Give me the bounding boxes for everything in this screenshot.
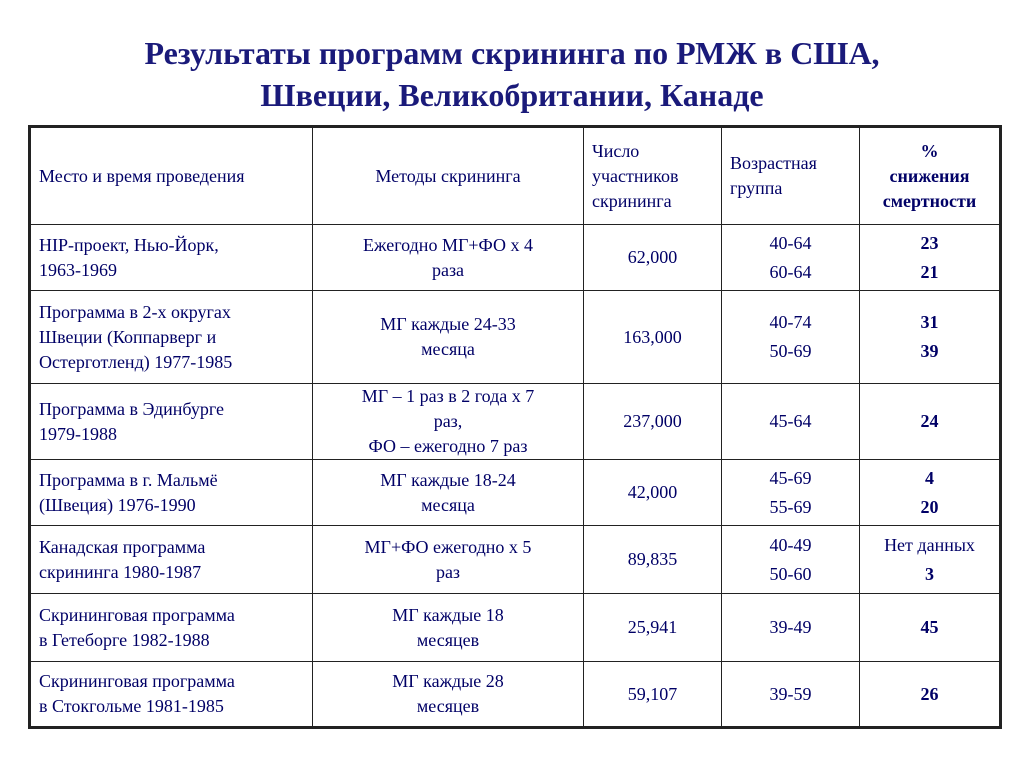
cell-methods — [313, 662, 584, 728]
cell-place-line: Остерготленд) 1977-1985 — [39, 351, 233, 372]
cell-methods-line: МГ каждые 24-33 — [380, 314, 516, 334]
cell-participants: 25,941 — [584, 594, 722, 662]
cell-place-line: в Стокгольме 1981-1985 — [39, 696, 224, 716]
cell-methods-line: МГ каждые 28 — [392, 671, 504, 691]
cell-mortality-reduction-line: 39 — [920, 341, 939, 361]
cell-place — [30, 526, 313, 594]
cell-methods-line: МГ – 1 раз в 2 года х 7 — [361, 386, 535, 406]
cell-place — [30, 594, 313, 662]
cell-methods — [313, 460, 584, 526]
cell-methods-line: месяцев — [416, 696, 480, 716]
table-row — [30, 460, 1001, 526]
cell-methods-line: месяцев — [416, 629, 480, 650]
cell-mortality-reduction-line: 26 — [920, 683, 939, 704]
header-participants: Число участников скрининга — [584, 127, 722, 225]
cell-age-group-line: 40-74 — [769, 312, 812, 332]
cell-methods-line: МГ+ФО ежегодно х 5 — [364, 536, 532, 557]
cell-place — [30, 384, 313, 460]
cell-age-group — [722, 225, 860, 291]
cell-methods-line: месяца — [421, 494, 475, 515]
title-line-2: Швеции, Великобритании, Канаде — [260, 77, 764, 113]
header-methods: Методы скрининга — [313, 127, 584, 225]
cell-age-group — [722, 594, 860, 662]
cell-mortality-reduction-line: 4 — [925, 467, 934, 488]
cell-methods-line: МГ каждые 18 — [392, 604, 504, 625]
cell-methods-line: МГ каждые 18-24 — [380, 469, 516, 490]
cell-place — [30, 460, 313, 526]
cell-participants: 237,000 — [584, 384, 722, 460]
cell-place-line: Канадская программа — [39, 536, 206, 557]
cell-methods — [313, 594, 584, 662]
cell-methods — [313, 384, 584, 460]
cell-place-line: Программа в Эдинбурге — [39, 398, 224, 419]
cell-participants: 59,107 — [584, 662, 722, 728]
cell-mortality-reduction-line: 45 — [920, 617, 939, 637]
cell-participants: 163,000 — [584, 291, 722, 384]
title-line-1: Результаты программ скрининга по РМЖ в США, — [144, 35, 880, 71]
table-row — [30, 384, 1001, 460]
cell-methods-line: раза — [431, 259, 465, 280]
cell-age-group-line: 50-69 — [769, 341, 812, 361]
cell-mortality-reduction-line: Нет данных — [884, 534, 975, 555]
cell-mortality-reduction-line: 20 — [920, 496, 939, 517]
cell-participants: 42,000 — [584, 460, 722, 526]
table-row — [30, 225, 1001, 291]
cell-methods — [313, 225, 584, 291]
cell-mortality-reduction — [860, 384, 1001, 460]
cell-mortality-reduction-line: 31 — [920, 312, 939, 332]
cell-age-group — [722, 384, 860, 460]
cell-participants: 62,000 — [584, 225, 722, 291]
cell-place-line: скрининга 1980-1987 — [39, 561, 202, 582]
table-row — [30, 662, 1001, 728]
cell-place-line: Программа в 2-х округах — [39, 301, 231, 322]
cell-mortality-reduction-line: 23 — [920, 232, 939, 253]
cell-mortality-reduction — [860, 225, 1001, 291]
table-row — [30, 526, 1001, 594]
cell-age-group-line: 40-49 — [769, 534, 812, 555]
cell-age-group-line: 40-64 — [769, 232, 812, 253]
table-header-row — [30, 127, 1001, 225]
cell-methods — [313, 526, 584, 594]
cell-place — [30, 291, 313, 384]
header-place: Место и время проведения — [30, 127, 313, 225]
cell-place-line: Швеции (Коппарверг и — [39, 326, 217, 347]
cell-mortality-reduction — [860, 460, 1001, 526]
cell-methods-line: раз, — [433, 411, 463, 431]
cell-mortality-reduction — [860, 594, 1001, 662]
cell-methods-line: месяца — [421, 339, 475, 359]
cell-participants: 89,835 — [584, 526, 722, 594]
cell-age-group-line: 39-59 — [769, 683, 812, 704]
header-age-group: Возрастная группа — [722, 127, 860, 225]
cell-mortality-reduction-line: 24 — [920, 411, 939, 431]
cell-place-line: HIP-проект, Нью-Йорк, — [39, 234, 219, 255]
cell-place-line: Программа в г. Мальмё — [39, 469, 218, 490]
cell-place-line: (Швеция) 1976-1990 — [39, 494, 196, 515]
cell-place-line: Скрининговая программа — [39, 671, 235, 691]
cell-age-group-line: 55-69 — [769, 496, 812, 517]
cell-place-line: Скрининговая программа — [39, 604, 235, 625]
cell-age-group-line: 60-64 — [769, 261, 812, 282]
cell-mortality-reduction — [860, 291, 1001, 384]
cell-place-line: 1963-1969 — [39, 259, 117, 280]
table-row — [30, 291, 1001, 384]
cell-age-group-line: 45-69 — [769, 467, 812, 488]
cell-mortality-reduction — [860, 662, 1001, 728]
slide-title — [0, 32, 1024, 116]
cell-methods — [313, 291, 584, 384]
cell-age-group-line: 39-49 — [769, 617, 812, 637]
cell-place — [30, 225, 313, 291]
cell-place — [30, 662, 313, 728]
cell-mortality-reduction — [860, 526, 1001, 594]
screening-results-table — [28, 125, 1002, 729]
cell-mortality-reduction-line: 3 — [925, 563, 934, 584]
cell-place-line: в Гетеборге 1982-1988 — [39, 629, 210, 650]
cell-age-group-line: 45-64 — [769, 411, 812, 431]
cell-mortality-reduction-line: 21 — [920, 261, 939, 282]
cell-age-group — [722, 526, 860, 594]
cell-methods-line: ФО – ежегодно 7 раз — [368, 436, 528, 456]
cell-age-group — [722, 291, 860, 384]
header-mortality-reduction: % снижения смертности — [860, 127, 1001, 225]
cell-age-group-line: 50-60 — [769, 563, 812, 584]
cell-methods-line: Ежегодно МГ+ФО х 4 — [363, 234, 533, 255]
cell-methods-line: раз — [435, 561, 461, 582]
cell-place-line: 1979-1988 — [39, 423, 117, 444]
table-row — [30, 594, 1001, 662]
cell-age-group — [722, 460, 860, 526]
cell-age-group — [722, 662, 860, 728]
